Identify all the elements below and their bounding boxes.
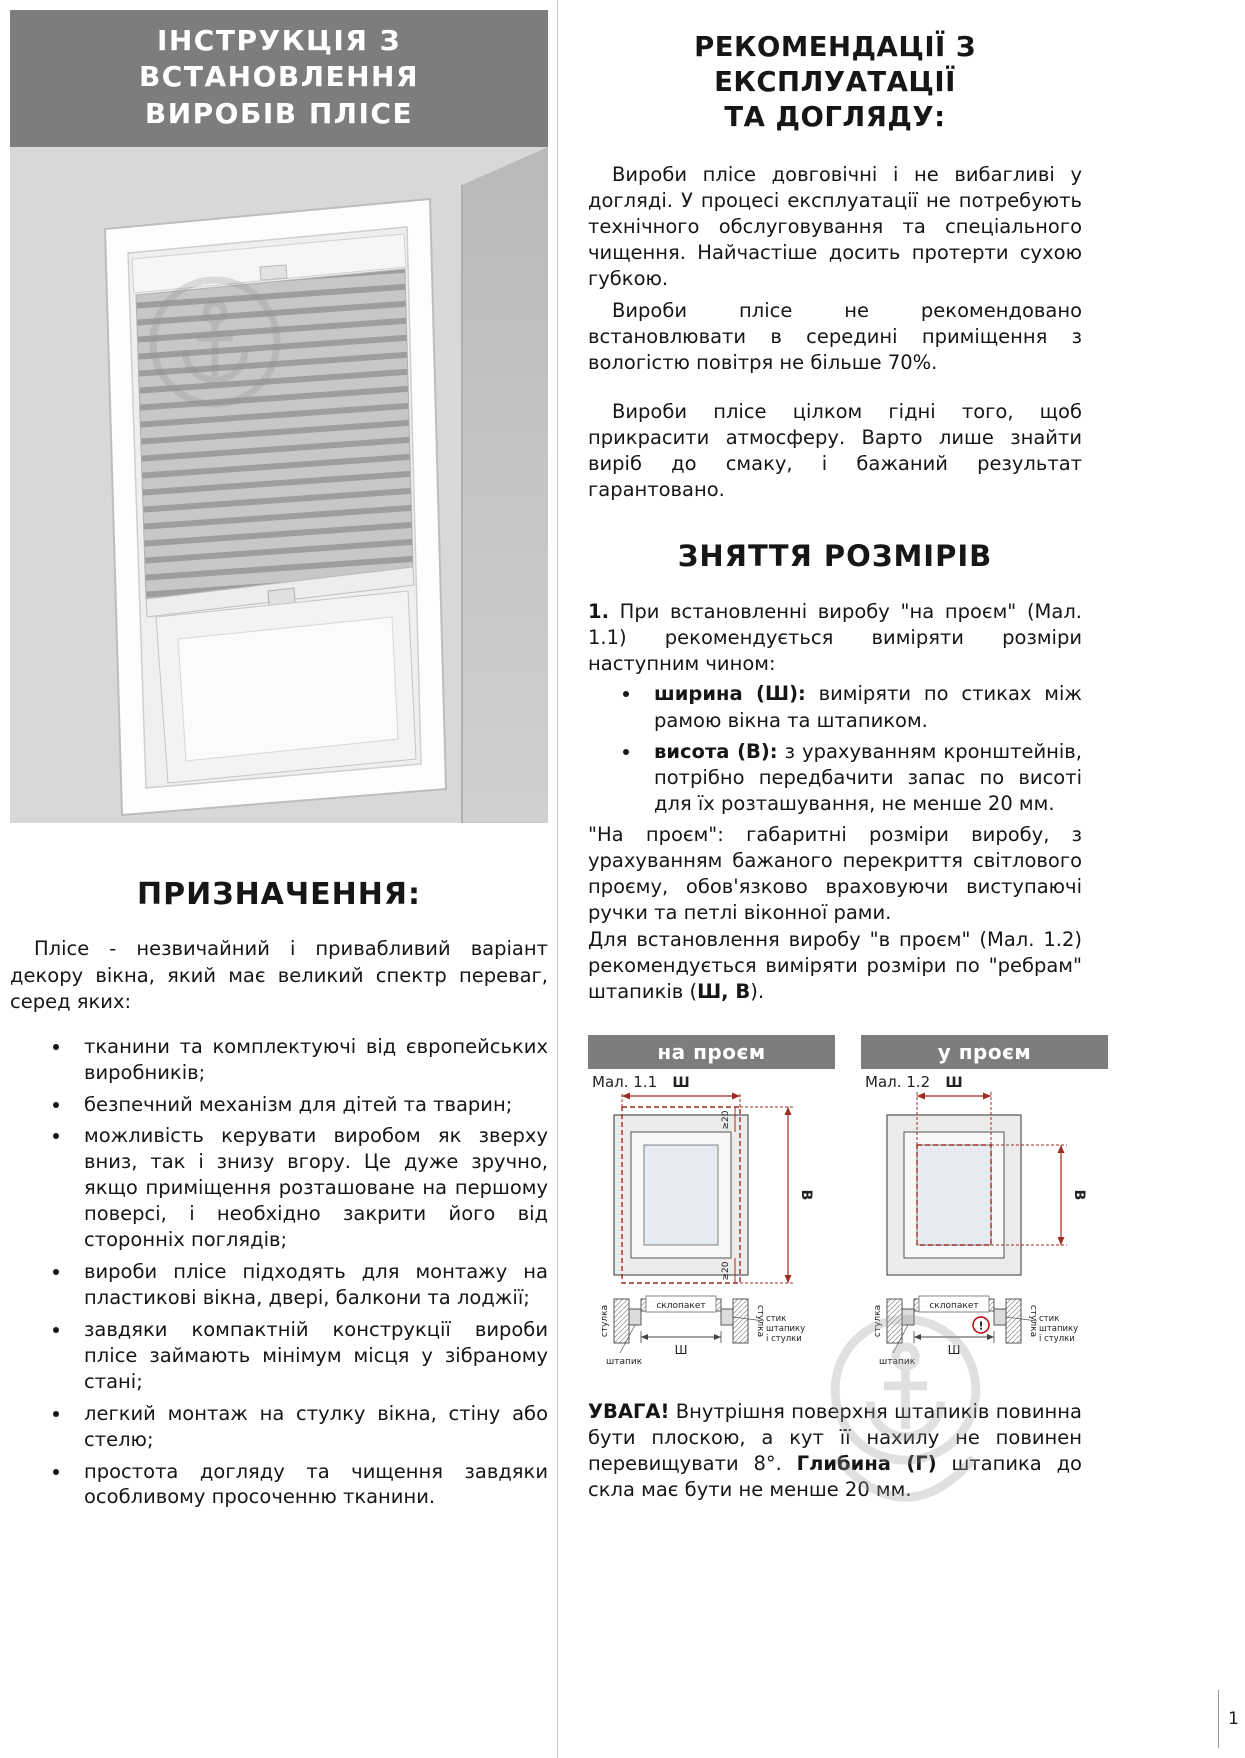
banner-title-line1: ІНСТРУКЦІЯ З ВСТАНОВЛЕННЯ [138,24,420,94]
measuring-bullet-height [642,739,1082,817]
page-number [1218,1690,1239,1748]
fig2-width-label: Ш [945,1074,963,1091]
width-definition: виміряти по стиках між рамою вікна та штапиком. [654,682,1082,732]
left-column [10,10,548,1516]
fig2-warning-label: ! [978,1319,984,1333]
figure-1-1-header: на проєм [588,1035,835,1069]
figure-1-1-diagram [588,1069,835,1371]
v-proem-dimensions: Ш, В [697,979,751,1003]
fig2-glass-unit-label: склопакет [929,1300,979,1311]
attention-text-1: Внутрішня поверхня штапиків повинна бути плоскою, а кут її нахилу не повинен перевищувати 8°. [588,1399,1082,1476]
window-render-image [10,147,548,823]
fig1-glass-unit-label: склопакет [656,1300,706,1311]
instruction-banner [10,10,548,147]
purpose-bullet-item: • легкий монтаж на стулку вікна, стіну або стелю; [72,1401,548,1453]
column-divider [557,0,558,1758]
v-proem-text-end: ). [750,979,765,1003]
care-title [588,30,1082,136]
measuring-title: ЗНЯТТЯ РОЗМІРІВ [677,539,993,574]
purpose-bullet-item: • вироби плісе підходять для монтажу на пластикові вікна, двері, балкони та лоджії; [72,1259,548,1311]
fig2-height-label: В [1071,1189,1087,1201]
purpose-bullet-item: • можливість керувати виробом як зверху вниз, так і знизу вгору. Це дуже зручно, якщо приміщення розташоване на першому поверсі, і необхідно закрити його від сторонніх поглядів; [72,1123,548,1253]
care-paragraph-1: Вироби плісе довговічні і не вибагливі у догляді. У процесі експлуатації не потребують технічного обслуговування та спеціального чищення. Найчастіше досить протерти сухою губкою. [588,162,1082,291]
care-title-line1: РЕКОМЕНДАЦІЇ З ЕКСПЛУАТАЦІЇ [694,31,976,99]
purpose-bullet-list [10,1034,548,1511]
fig1-min20-bottom-label: ≥20 [721,1261,731,1281]
measuring-step-1-number: 1. [588,600,609,624]
fig2-joint-label-3: і стулки [1039,1333,1075,1344]
figure-1-1-caption: Мал. 1.1 [592,1072,658,1091]
fig1-joint-label-2: штапику [766,1323,806,1334]
fig2-bottom-width-label: Ш [947,1342,961,1357]
fig1-bottom-width-label: Ш [674,1342,688,1357]
purpose-intro: Плісе - незвичайний і привабливий варіант декору вікна, який має великий спектр переваг, серед яких: [10,937,548,1014]
care-title-line2: ТА ДОГЛЯДУ: [724,101,946,134]
figure-1-2-caption: Мал. 1.2 [865,1072,931,1091]
banner-title-line2: ВИРОБІВ ПЛІСЕ [144,96,414,130]
height-term: висота (В): [654,739,778,763]
page-number-rule [1218,1690,1219,1748]
purpose-title: ПРИЗНАЧЕННЯ: [137,877,421,913]
fig1-sash-left-label: стулка [600,1304,610,1338]
attention-depth-term: Глибина (Г) [796,1452,937,1476]
figure-1-2-header: у проєм [861,1035,1108,1069]
fig2-joint-label-2: штапику [1039,1323,1079,1334]
fig1-min20-top-label: ≥20 [721,1110,731,1130]
measuring-step-1 [588,599,1082,677]
v-proem-paragraph [588,927,1082,1005]
page-number-value: 1 [1228,1709,1239,1729]
fig2-bead-label: штапик [879,1356,916,1367]
care-paragraph-2: Вироби плісе не рекомендовано встановлювати в середині приміщення з вологістю повітря не більше 70%. [588,299,1082,375]
measuring-diagrams [588,1035,1108,1371]
right-column [588,30,1087,1503]
measuring-bullet-width [642,681,1082,733]
fig1-joint-label-3: і стулки [766,1333,802,1344]
fig1-width-label: Ш [672,1074,690,1091]
fig2-sash-right-label: стулка [1028,1304,1038,1338]
v-proem-text: Для встановлення виробу "в проєм" (Мал. 1.2) рекомендується виміряти розміри по "ребрам" штапиків ( [588,927,1082,1003]
attention-paragraph [588,1399,1082,1504]
na-proem-paragraph: "На проєм": габаритні розміри виробу, з урахуванням бажаного перекриття світлового проєму, обов'язково враховуючи виступаючі ручки та петлі віконної рами. [588,823,1082,925]
fig1-sash-right-label: стулка [755,1304,765,1338]
fig1-bead-label: штапик [606,1356,643,1367]
fig2-sash-left-label: стулка [873,1304,883,1338]
care-paragraph-3: Вироби плісе цілком гідні того, щоб прикрасити атмосферу. Варто лише знайти виріб до смаку, і бажаний результат гарантовано. [588,399,1082,501]
figure-1-1-panel [588,1035,835,1371]
attention-text-2: штапика до скла має бути не менше 20 мм. [588,1452,1082,1502]
purpose-bullet-item: • завдяки компактній конструкції вироби плісе займають мінімум місця у зібраному стані; [72,1317,548,1395]
measuring-step-1-text: При встановленні виробу "на проєм" (Мал. 1.1) рекомендується виміряти розміри наступним чином: [588,600,1082,676]
attention-lead: УВАГА! [588,1399,670,1423]
fig2-joint-label-1: стик [1039,1313,1060,1324]
purpose-bullet-item: • тканини та комплектуючі від європейських виробників; [72,1034,548,1086]
figure-1-2-diagram [861,1069,1108,1371]
fig1-height-label: В [798,1189,814,1201]
height-definition: з урахуванням кронштейнів, потрібно передбачити запас по висоті для їх розташування, не менше 20 мм. [654,739,1082,815]
width-term: ширина (Ш): [654,682,806,706]
purpose-bullet-item: • безпечний механізм для дітей та тварин; [72,1092,548,1118]
figure-1-2-panel [861,1035,1108,1371]
purpose-bullet-item: • простота догляду та чищення завдяки особливому просоченню тканини. [72,1459,548,1511]
fig1-joint-label-1: стик [766,1313,787,1324]
measuring-bullet-list [588,681,1082,817]
